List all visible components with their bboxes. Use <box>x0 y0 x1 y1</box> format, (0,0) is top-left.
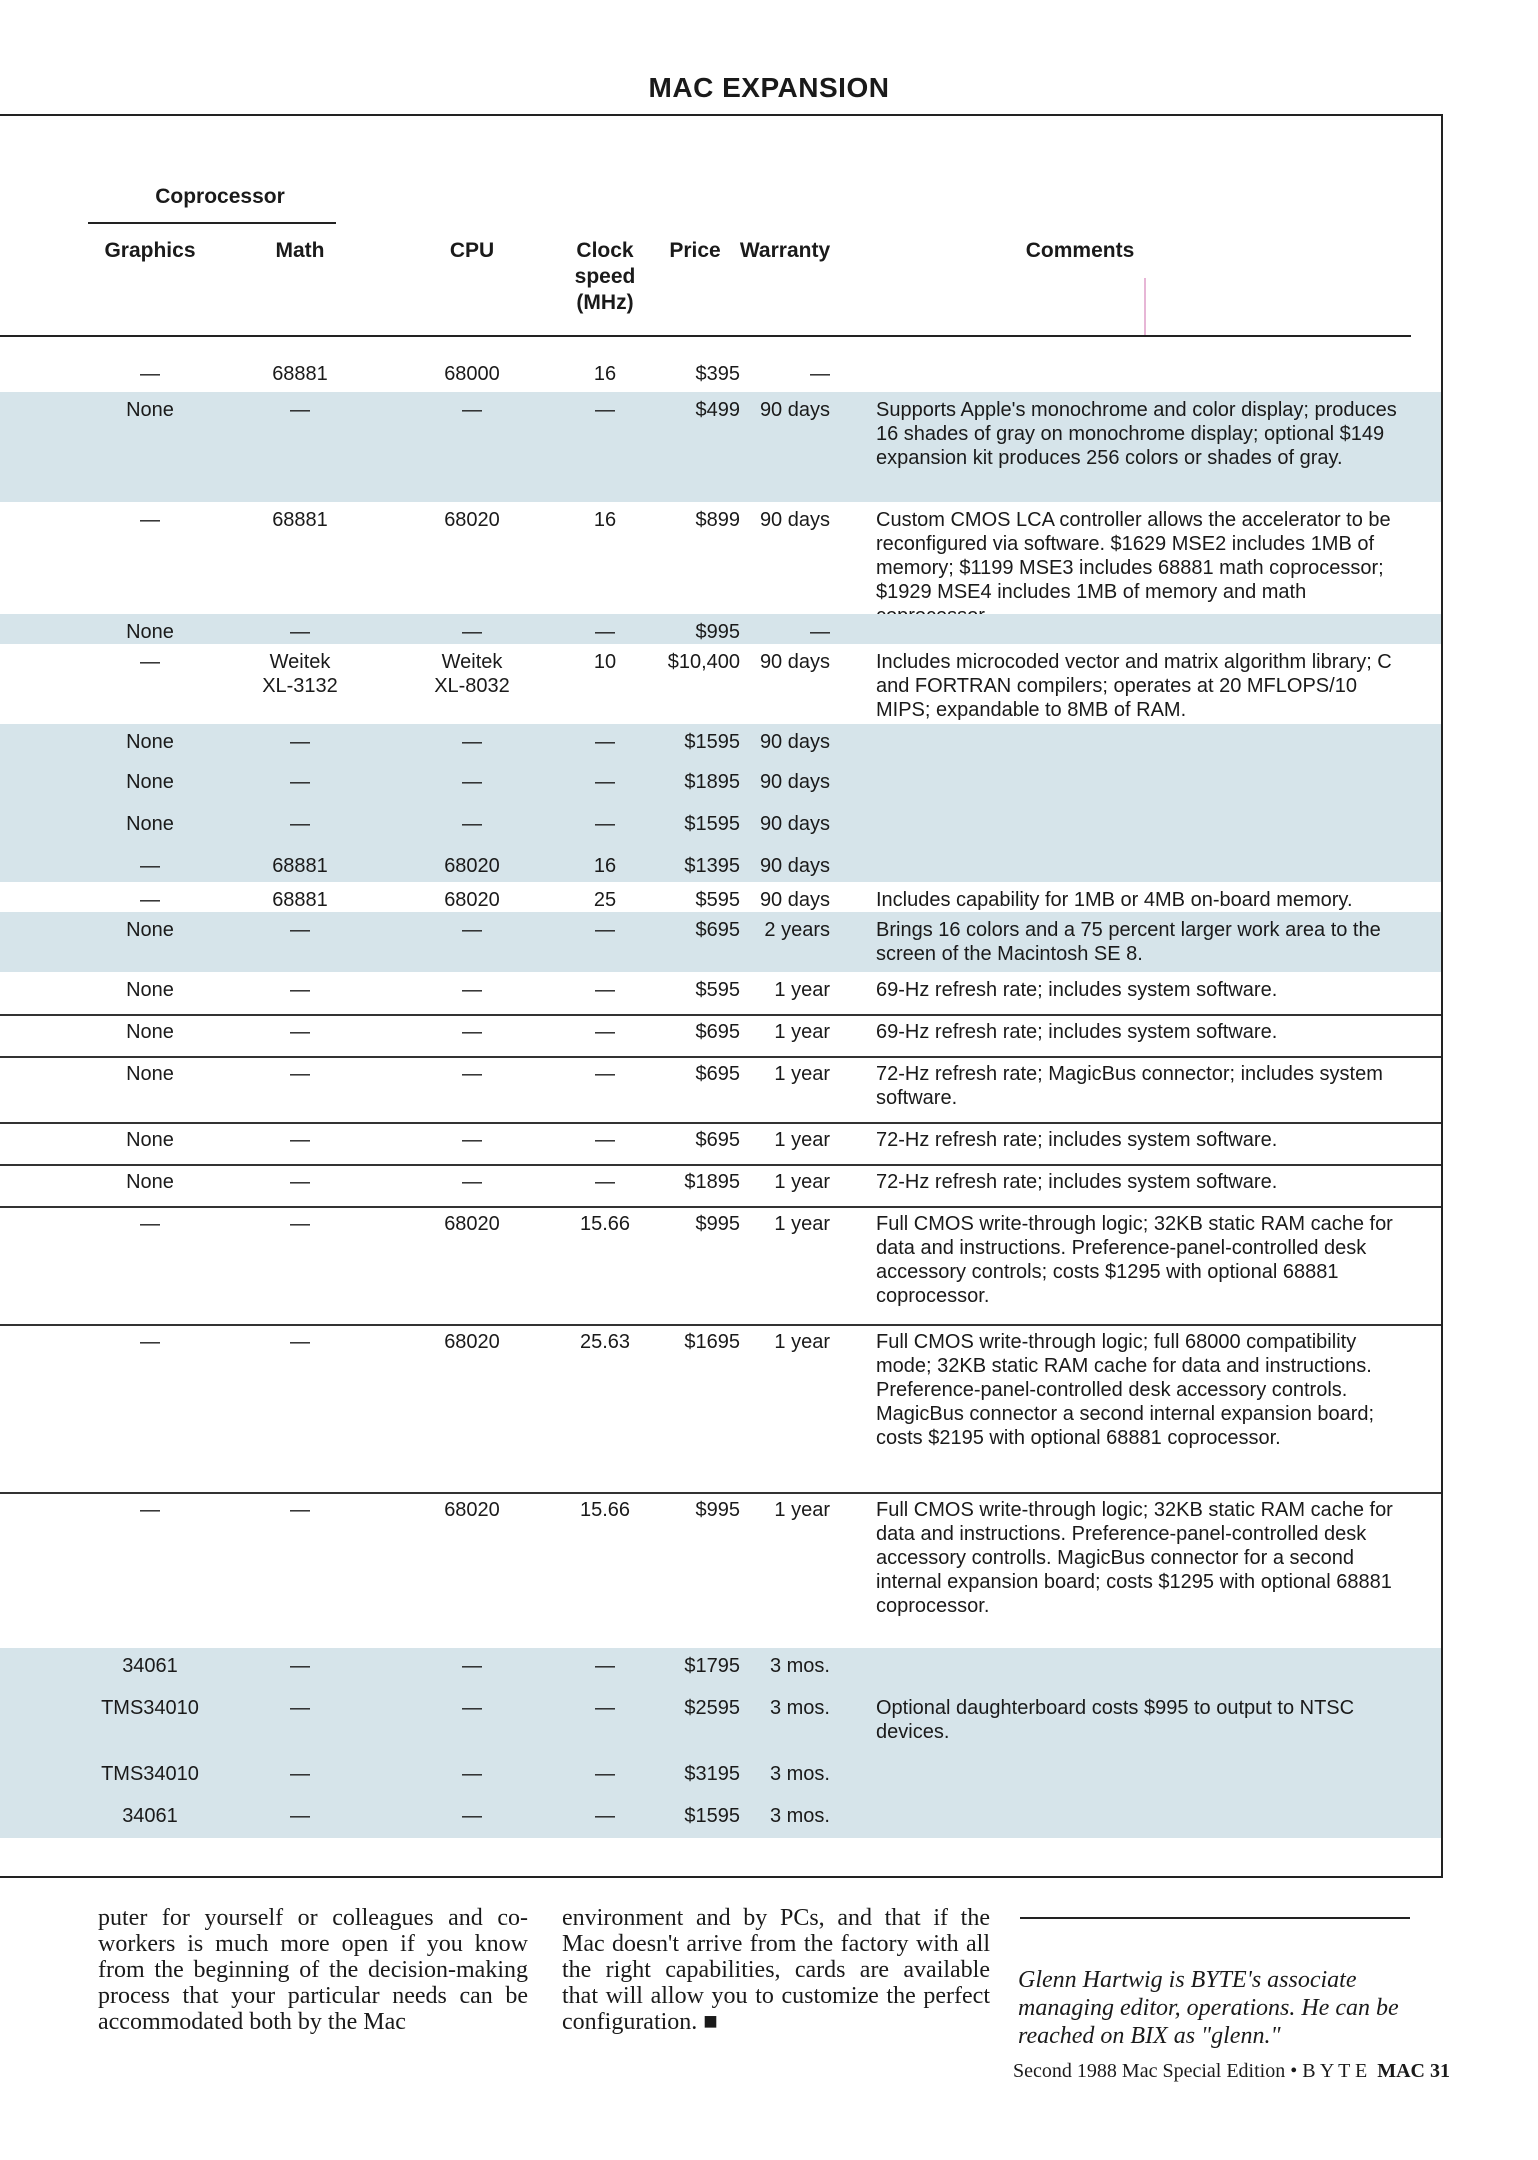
cell-graphics: — <box>140 509 160 531</box>
author-bio: Glenn Hartwig is BYTE's associate managing editor, operations. He can be reached on BIX as "glenn." <box>1018 1967 1399 2049</box>
cell-math: — <box>290 813 310 835</box>
cell-math: — <box>290 621 310 643</box>
cell-graphics: None <box>126 919 174 941</box>
cell-clock: 15.66 <box>579 1499 631 1521</box>
cell-clock: — <box>595 1763 615 1785</box>
cell-price: $1795 <box>684 1655 740 1677</box>
cell-warranty: 1 year <box>774 1331 830 1353</box>
cell-cpu: — <box>462 1129 482 1151</box>
cell-graphics: None <box>126 1063 174 1085</box>
cell-math: — <box>290 1697 310 1719</box>
cell-comments: 72-Hz refresh rate; MagicBus connector; includes system software. <box>876 1063 1383 1109</box>
cell-math: 68881 <box>272 509 328 531</box>
cell-comments: 72-Hz refresh rate; includes system software. <box>876 1129 1278 1151</box>
cell-math: — <box>290 919 310 941</box>
header-graphics: Graphics <box>104 239 196 262</box>
cell-warranty: 1 year <box>774 1063 830 1085</box>
page-footer <box>940 2060 1450 2083</box>
table-row <box>0 1122 1441 1166</box>
cell-cpu: — <box>462 1655 482 1677</box>
header-rule <box>0 335 1411 337</box>
table-row <box>0 1014 1441 1058</box>
cell-math: — <box>290 1129 310 1151</box>
cell-warranty: 90 days <box>759 855 830 877</box>
header-math: Math <box>275 239 325 262</box>
cell-clock: — <box>595 979 615 1001</box>
cell-warranty: 3 mos. <box>769 1697 830 1719</box>
table-row <box>0 1056 1441 1124</box>
table-row <box>0 1206 1441 1326</box>
cell-cpu: — <box>462 1171 482 1193</box>
cell-math: — <box>290 399 310 421</box>
cell-math: — <box>290 1021 310 1043</box>
cell-clock: — <box>595 399 615 421</box>
cell-clock: — <box>595 1655 615 1677</box>
cell-graphics: — <box>140 855 160 877</box>
table-row <box>0 972 1441 1016</box>
cell-price: $3195 <box>684 1763 740 1785</box>
cell-cpu: 68020 <box>444 1331 500 1353</box>
cell-cpu: — <box>462 621 482 643</box>
table-row <box>0 1690 1441 1758</box>
cell-cpu: — <box>462 1063 482 1085</box>
page-number: MAC 31 <box>1377 2060 1450 2082</box>
cell-clock: 16 <box>593 855 617 877</box>
cell-math: — <box>290 979 310 1001</box>
cell-math: Weitek XL-3132 <box>262 651 338 697</box>
cell-price: $1895 <box>684 771 740 793</box>
cell-graphics: — <box>140 1499 160 1521</box>
bio-rule <box>1020 1917 1410 1919</box>
table-row <box>0 614 1441 644</box>
table-row <box>0 1798 1441 1838</box>
cell-price: $1595 <box>684 1805 740 1827</box>
cell-math: — <box>290 771 310 793</box>
table-row <box>0 848 1441 882</box>
cell-comments: Full CMOS write-through logic; full 68000 compatibility mode; 32KB static RAM cache for data and instructions. Preference-panel-controlled desk accessory controls. MagicBus connector a second internal expansion board; costs $2195 with optional 68881 coprocessor. <box>876 1331 1375 1449</box>
cell-clock: — <box>595 1129 615 1151</box>
page-title: MAC EXPANSION <box>648 72 890 103</box>
cell-price: $695 <box>695 1021 740 1043</box>
cell-cpu: 68020 <box>444 855 500 877</box>
cell-clock: 16 <box>593 509 617 531</box>
cell-warranty: 90 days <box>759 399 830 421</box>
cell-price: $1695 <box>684 1331 740 1353</box>
table-row <box>0 1492 1441 1648</box>
cell-price: $995 <box>695 1213 740 1235</box>
cell-warranty: 1 year <box>774 1129 830 1151</box>
cell-comments: Full CMOS write-through logic; 32KB static RAM cache for data and instructions. Preference-panel-controlled desk accessory controlls. MagicBus connector for a second internal expansion board; costs $1295 with optional 68881 coprocessor. <box>876 1499 1393 1617</box>
table-row <box>0 764 1441 808</box>
header-price: Price <box>669 239 721 262</box>
cell-cpu: 68020 <box>444 1499 500 1521</box>
cell-graphics: None <box>126 621 174 643</box>
cell-graphics: — <box>140 363 160 385</box>
cell-price: $695 <box>695 919 740 941</box>
footer-edition: Second 1988 Mac Special Edition • B Y T E <box>1013 2060 1368 2082</box>
cell-clock: 15.66 <box>579 1213 631 1235</box>
cell-graphics: — <box>140 1331 160 1353</box>
cell-clock: — <box>595 1171 615 1193</box>
cell-graphics: None <box>126 1021 174 1043</box>
cell-math: — <box>290 1213 310 1235</box>
cell-warranty: 1 year <box>774 979 830 1001</box>
table-row <box>0 1324 1441 1494</box>
cell-comments: Full CMOS write-through logic; 32KB static RAM cache for data and instructions. Preference-panel-controlled desk accessory controls; costs $1295 with optional 68881 coprocessor. <box>876 1213 1393 1307</box>
pink-margin-mark <box>1144 278 1146 336</box>
coprocessor-underline <box>88 222 336 224</box>
cell-clock: — <box>595 771 615 793</box>
cell-price: $1895 <box>684 1171 740 1193</box>
table-row <box>0 1648 1441 1692</box>
cell-clock: — <box>595 1021 615 1043</box>
cell-cpu: — <box>462 731 482 753</box>
header-comments: Comments <box>1025 239 1135 262</box>
cell-clock: — <box>595 919 615 941</box>
cell-warranty: 90 days <box>759 813 830 835</box>
cell-warranty: 3 mos. <box>769 1805 830 1827</box>
cell-comments: Includes microcoded vector and matrix algorithm library; C and FORTRAN compilers; operates at 20 MFLOPS/10 MIPS; expandable to 8MB of RAM. <box>876 651 1392 721</box>
cell-cpu: — <box>462 399 482 421</box>
cell-warranty: 90 days <box>759 889 830 911</box>
cell-comments: Supports Apple's monochrome and color display; produces 16 shades of gray on monochrome display; optional $149 expansion kit produces 256 colors or shades of gray. <box>876 399 1397 469</box>
cell-price: $695 <box>695 1129 740 1151</box>
cell-cpu: — <box>462 979 482 1001</box>
cell-price: $395 <box>695 363 740 385</box>
cell-price: $1595 <box>684 813 740 835</box>
cell-price: $899 <box>695 509 740 531</box>
cell-cpu: Weitek XL-8032 <box>434 651 510 697</box>
cell-math: — <box>290 1171 310 1193</box>
cell-graphics: — <box>140 651 160 673</box>
cell-cpu: — <box>462 1805 482 1827</box>
table-row <box>0 724 1441 766</box>
cell-clock: — <box>595 1805 615 1827</box>
cell-cpu: — <box>462 1763 482 1785</box>
cell-warranty: 1 year <box>774 1499 830 1521</box>
cell-graphics: None <box>126 399 174 421</box>
cell-math: — <box>290 1063 310 1085</box>
coprocessor-header: Coprocessor <box>155 185 285 208</box>
cell-comments: Optional daughterboard costs $995 to output to NTSC devices. <box>876 1697 1355 1743</box>
cell-price: $595 <box>695 979 740 1001</box>
cell-math: — <box>290 731 310 753</box>
cell-graphics: 34061 <box>122 1805 178 1827</box>
cell-graphics: — <box>140 1213 160 1235</box>
cell-cpu: 68000 <box>444 363 500 385</box>
cell-cpu: — <box>462 919 482 941</box>
cell-comments: Brings 16 colors and a 75 percent larger work area to the screen of the Macintosh SE 8. <box>876 919 1381 965</box>
table-row <box>0 912 1441 972</box>
header-clock-speed: Clock speed (MHz) <box>574 239 636 314</box>
cell-comments: 72-Hz refresh rate; includes system software. <box>876 1171 1278 1193</box>
body-column-2: environment and by PCs, and that if the Mac doesn't arrive from the factory with all the right capabilities, cards are available that will allow you to customize the perfect configuration. ■ <box>562 1905 990 2035</box>
cell-clock: — <box>595 813 615 835</box>
cell-warranty: 90 days <box>759 509 830 531</box>
table-row <box>0 644 1441 724</box>
cell-cpu: 68020 <box>444 889 500 911</box>
cell-cpu: — <box>462 1021 482 1043</box>
cell-warranty: 2 years <box>764 919 830 941</box>
cell-warranty: 90 days <box>759 731 830 753</box>
table-row <box>0 1756 1441 1800</box>
cell-warranty: — <box>810 621 830 643</box>
table-row <box>0 502 1441 614</box>
cell-cpu: 68020 <box>444 1213 500 1235</box>
table-row <box>0 806 1441 850</box>
cell-math: — <box>290 1805 310 1827</box>
cell-graphics: None <box>126 979 174 1001</box>
cell-graphics: None <box>126 771 174 793</box>
cell-graphics: None <box>126 731 174 753</box>
cell-cpu: — <box>462 1697 482 1719</box>
cell-price: $995 <box>695 621 740 643</box>
table-row <box>0 882 1441 912</box>
header-warranty: Warranty <box>739 239 831 262</box>
cell-price: $595 <box>695 889 740 911</box>
cell-math: — <box>290 1499 310 1521</box>
cell-clock: — <box>595 621 615 643</box>
cell-graphics: None <box>126 1171 174 1193</box>
cell-price: $995 <box>695 1499 740 1521</box>
cell-price: $695 <box>695 1063 740 1085</box>
cell-comments: 69-Hz refresh rate; includes system software. <box>876 979 1278 1001</box>
cell-clock: 10 <box>593 651 617 673</box>
cell-warranty: 1 year <box>774 1021 830 1043</box>
cell-graphics: None <box>126 813 174 835</box>
cell-math: 68881 <box>272 855 328 877</box>
body-column-1: puter for yourself or colleagues and co-workers is much more open if you know from the beginning of the decision-making process that your particular needs can be accommodated both by the Mac <box>98 1905 528 2035</box>
cell-warranty: 3 mos. <box>769 1763 830 1785</box>
cell-graphics: TMS34010 <box>101 1763 199 1785</box>
cell-clock: 25.63 <box>579 1331 631 1353</box>
cell-comments: Includes capability for 1MB or 4MB on-board memory. <box>876 889 1353 911</box>
header-cpu: CPU <box>449 239 495 262</box>
cell-math: — <box>290 1331 310 1353</box>
table-row <box>0 1164 1441 1208</box>
cell-clock: — <box>595 1697 615 1719</box>
cell-math: 68881 <box>272 363 328 385</box>
cell-cpu: — <box>462 813 482 835</box>
cell-clock: — <box>595 731 615 753</box>
cell-price: $2595 <box>684 1697 740 1719</box>
cell-comments: Custom CMOS LCA controller allows the accelerator to be reconfigured via software. $1629 MSE2 includes 1MB of memory; $1199 MSE3 includes 68881 math coprocessor; $1929 MSE4 includes 1MB of memory and math <box>876 509 1391 603</box>
cell-warranty: — <box>810 363 830 385</box>
cell-price: $10,400 <box>667 651 740 673</box>
cell-math: — <box>290 1655 310 1677</box>
cell-warranty: 3 mos. <box>769 1655 830 1677</box>
table-row <box>0 392 1441 502</box>
cell-cpu: — <box>462 771 482 793</box>
cell-graphics: — <box>140 889 160 911</box>
cell-price: $1595 <box>684 731 740 753</box>
cell-clock: 16 <box>593 363 617 385</box>
cell-graphics: None <box>126 1129 174 1151</box>
cell-warranty: 90 days <box>759 771 830 793</box>
cell-clock: 25 <box>593 889 617 911</box>
cell-warranty: 1 year <box>774 1171 830 1193</box>
cell-clock: — <box>595 1063 615 1085</box>
cell-price: $499 <box>695 399 740 421</box>
cell-graphics: 34061 <box>122 1655 178 1677</box>
cell-comments: 69-Hz refresh rate; includes system software. <box>876 1021 1278 1043</box>
cell-cpu: 68020 <box>444 509 500 531</box>
cell-price: $1395 <box>684 855 740 877</box>
table-row <box>0 356 1441 392</box>
cell-warranty: 1 year <box>774 1213 830 1235</box>
cell-warranty: 90 days <box>759 651 830 673</box>
cell-math: 68881 <box>272 889 328 911</box>
cell-math: — <box>290 1763 310 1785</box>
cell-graphics: TMS34010 <box>101 1697 199 1719</box>
